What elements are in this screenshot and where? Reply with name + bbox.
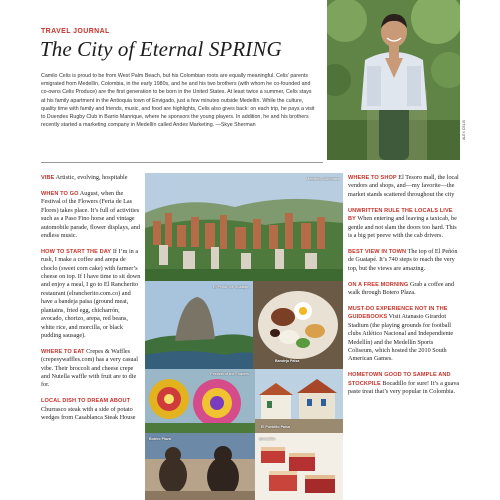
- when-to-go-paragraph: [41, 190, 141, 240]
- best-view-paragraph: [348, 248, 460, 273]
- botero-photo: [145, 433, 255, 500]
- local-dish-paragraph: [41, 397, 141, 422]
- caption-bandeja: Bandeja Paisa: [275, 359, 300, 363]
- penon-photo: [145, 281, 253, 369]
- paragraph-label: BEST VIEW IN TOWN: [348, 248, 407, 255]
- caption-festival: Festival of the Flowers: [210, 372, 249, 376]
- paragraph-label: MUST-DO EXPERIENCE NOT IN THE GUIDEBOOKS: [348, 305, 448, 321]
- caption-medellin: Medellín, Colombia: [306, 177, 339, 181]
- paragraph-label: WHERE TO EAT: [41, 348, 85, 355]
- paragraph-text: The top of El Peñón de Guatapé. It’s 740 steps to reach the very top, but the views are amazing.: [348, 247, 458, 272]
- paragraph-label: WHERE TO SHOP: [348, 175, 397, 181]
- paragraph-text: Visit Atanasio Girardot Stadium (the playing grounds for football clubs Atlético Nacional and Independiente Medellín) and the Medellín Sports Coliseum, which hosted the 2010 South American Games.: [348, 313, 454, 363]
- paragraph-label: WHEN TO GO: [41, 190, 79, 197]
- paragraph-text: Grab a coffee and walk through Botero Plaza.: [348, 280, 454, 296]
- hometown-good-paragraph: [348, 371, 460, 396]
- where-to-shop-paragraph: [348, 174, 460, 199]
- where-to-eat-paragraph: [41, 348, 141, 390]
- paragraph-text: When entering and leaving a taxicab, be gentle and not slam the doors too hard. This is a big pet peeve with the cab drivers.: [348, 215, 457, 239]
- festival-photo: [145, 369, 255, 433]
- paragraph-text: Bocadillo for sure! It’s a guava paste treat that’s very popular in Colombia.: [348, 379, 460, 396]
- paragraph-label: UNWRITTEN RULE THE LOCALS LIVE BY: [348, 207, 453, 223]
- article-title: The City of Eternal SPRING: [40, 37, 282, 61]
- paragraph-text: Artistic, evolving, hospitable: [54, 174, 128, 181]
- paragraph-text: El Tesoro mall, the local vendors and shops, and—my favorite—the market stands scattered throughout the city: [348, 174, 459, 198]
- start-day-paragraph: [41, 248, 141, 340]
- right-column: [348, 174, 460, 404]
- paragraph-text: Crepes & Waffles (crepesywaffles.com) has a very casual vibe. Their broccoli and cheese crepe and Nutella waffle with fruit are to die for.: [41, 347, 138, 389]
- caption-bocadillo: Bocadillo: [259, 437, 276, 441]
- paragraph-text: Churrasco steak with a side of potato wedges from Casablanca Steak House: [41, 405, 136, 422]
- paragraph-text: August, when the Festival of the Flowers (Feria de Las Flores) takes place. It’s full of activities such as a Paso Fino horse and vintage automobile parade, flower displays, and endless music.: [41, 189, 140, 239]
- caption-botero: Botero Plaza: [149, 437, 171, 441]
- left-column: [41, 174, 141, 430]
- paragraph-label: LOCAL DISH TO DREAM ABOUT: [41, 398, 131, 405]
- divider: [41, 162, 323, 163]
- portrait-photo: [327, 0, 460, 160]
- free-morning-paragraph: [348, 281, 460, 298]
- unwritten-rule-paragraph: [348, 207, 460, 241]
- photo-collage: [145, 173, 343, 500]
- paragraph-label: ON A FREE MORNING: [348, 281, 409, 288]
- must-do-paragraph: [348, 305, 460, 364]
- caption-penon: El Peñón de Guatapé: [213, 285, 249, 289]
- medellin-photo: [145, 173, 343, 281]
- caption-pueblito: El Pueblito Paisa: [261, 425, 290, 429]
- pueblito-photo: [255, 369, 343, 433]
- photo-credit: ALEX CELIS: [462, 119, 466, 140]
- intro-paragraph: Camilo Celis is proud to be from West Palm Beach, but his Colombian roots are equally meaningful. Celis’ parents emigrated from Medellín, Colombia, in the early 1980s, and he and his two brothers (with whom he co-founded and co-owns Celis Produce) are the first generation to be born in the United States. At least twice a summer, Celis stays at his family apartment in the Antioquia town of Envigado, just a few minutes outside Medellín. While the culture, quality time with family and friends, music, and food are highlights, Celis also gives back: on each trip, he pays a visit to Duendes Rugby Club in Barrio Manrique, where he sponsors the young players. In addition, he and his brothers recently started a marketing company in Medellín called Andes Marketing. —Skye Sherman: [41, 73, 315, 129]
- vibe-paragraph: [41, 174, 141, 182]
- bandeja-photo: [253, 281, 343, 369]
- section-kicker: TRAVEL JOURNAL: [41, 28, 110, 35]
- paragraph-text: If I’m in a rush, I make a coffee and arepa de choclo (sweet corn cake) with farmer’s cheese on top. If I have time to sit down and enjoy a meal, I go to El Rancherito restaurant (elrancherito.com.co) and have a bandeja paisa (ground meat, plantains, fried egg, chicharrón, avocado, chorizo, arepa, red beans, white rice, and morcilla, or black pudding sausage).: [41, 247, 141, 339]
- paragraph-label: VIBE: [41, 175, 55, 181]
- paragraph-label: HOMETOWN GOOD TO SAMPLE AND STOCKPILE: [348, 372, 451, 387]
- paragraph-label: HOW TO START THE DAY: [41, 248, 112, 255]
- bocadillo-photo: [255, 433, 343, 500]
